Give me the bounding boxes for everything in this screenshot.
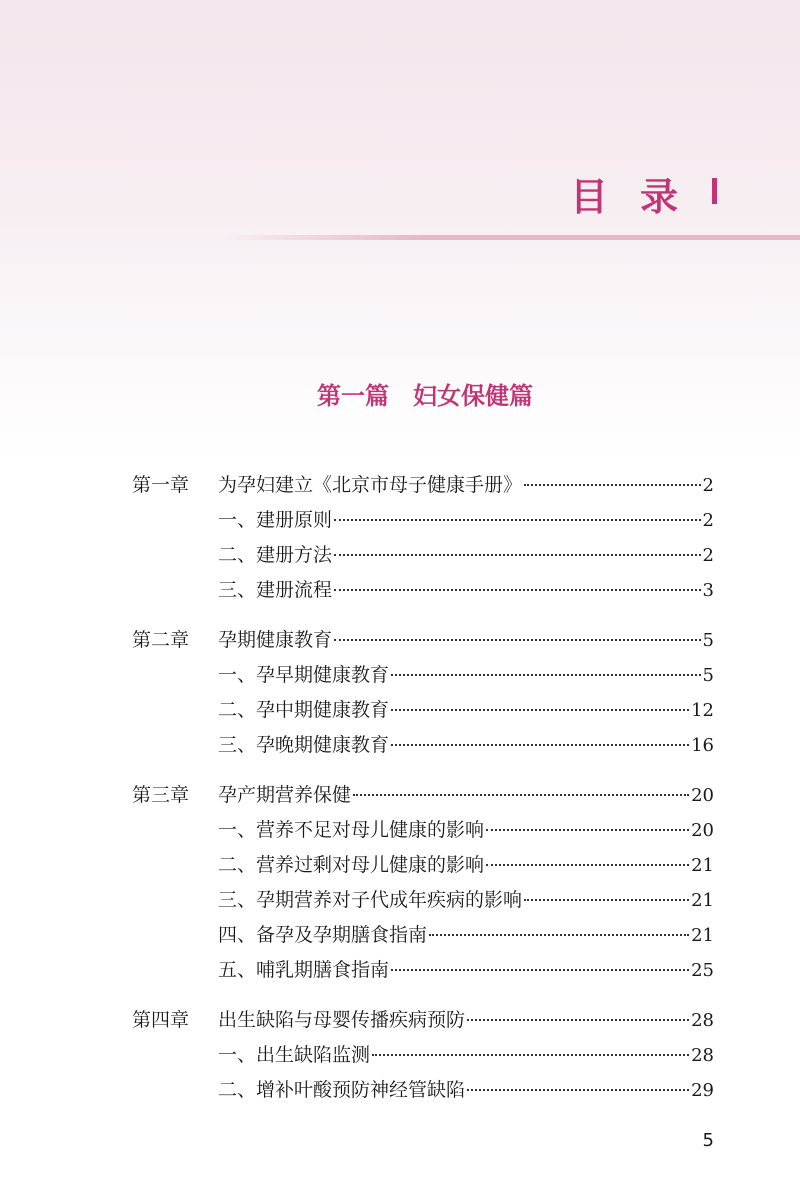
dot-leader <box>391 744 689 746</box>
page-number: 2 <box>702 475 714 496</box>
dot-leader <box>524 899 689 901</box>
page-number: 29 <box>691 1080 714 1101</box>
page-number: 2 <box>702 510 714 531</box>
section-title: 五、哺乳期膳食指南 <box>218 959 390 981</box>
chapter-title: 孕产期营养保健 <box>218 784 352 806</box>
section-title: 一、出生缺陷监测 <box>218 1044 371 1066</box>
dot-leader <box>524 484 701 486</box>
toc-entry-section[interactable] <box>132 1038 714 1073</box>
page-number: 20 <box>691 785 714 806</box>
toc-entry-section[interactable] <box>132 538 714 573</box>
section-title: 一、孕早期健康教育 <box>218 664 390 686</box>
dot-leader <box>391 709 689 711</box>
page-number: 28 <box>691 1010 714 1031</box>
toc-entry-section[interactable] <box>132 728 714 763</box>
section-title: 一、建册原则 <box>218 509 333 531</box>
page-number: 25 <box>691 960 714 981</box>
toc-entry-chapter[interactable] <box>132 468 714 503</box>
chapter-4 <box>132 1003 714 1108</box>
section-title: 一、营养不足对母儿健康的影响 <box>218 819 485 841</box>
toc-entry-section[interactable] <box>132 813 714 848</box>
chapter-1 <box>132 468 714 608</box>
page-number: 21 <box>691 925 714 946</box>
dot-leader <box>372 1054 689 1056</box>
section-title: 二、孕中期健康教育 <box>218 699 390 721</box>
toc-entry-section[interactable] <box>132 658 714 693</box>
section-title: 三、孕期营养对子代成年疾病的影响 <box>218 889 523 911</box>
table-of-contents <box>132 468 714 1123</box>
toc-entry-chapter[interactable] <box>132 778 714 813</box>
title-accent-bar <box>712 178 717 204</box>
dot-leader <box>334 554 701 556</box>
dot-leader <box>353 794 689 796</box>
chapter-title: 孕期健康教育 <box>218 629 333 651</box>
page-number: 21 <box>691 890 714 911</box>
dot-leader <box>486 829 689 831</box>
toc-entry-section[interactable] <box>132 573 714 608</box>
dot-leader <box>391 969 689 971</box>
chapter-2 <box>132 623 714 763</box>
page-number: 2 <box>702 545 714 566</box>
toc-title: 目录 <box>569 175 710 219</box>
page-number: 28 <box>691 1045 714 1066</box>
section-title: 二、增补叶酸预防神经管缺陷 <box>218 1079 466 1101</box>
toc-entry-chapter[interactable] <box>132 1003 714 1038</box>
dot-leader <box>334 639 701 641</box>
page-number: 21 <box>691 855 714 876</box>
toc-entry-section[interactable] <box>132 883 714 918</box>
chapter-number: 第四章 <box>132 1009 190 1031</box>
toc-entry-section[interactable] <box>132 1073 714 1108</box>
dot-leader <box>334 589 701 591</box>
section-title: 三、建册流程 <box>218 579 333 601</box>
section-title: 二、营养过剩对母儿健康的影响 <box>218 854 485 876</box>
toc-entry-section[interactable] <box>132 503 714 538</box>
dot-leader <box>334 519 701 521</box>
chapter-3 <box>132 778 714 988</box>
toc-entry-chapter[interactable] <box>132 623 714 658</box>
toc-entry-section[interactable] <box>132 918 714 953</box>
toc-entry-section[interactable] <box>132 953 714 988</box>
part-title: 第一篇 妇女保健篇 <box>317 382 533 410</box>
page-number: 5 <box>702 630 714 651</box>
page-number: 20 <box>691 820 714 841</box>
chapter-title: 出生缺陷与母婴传播疾病预防 <box>218 1009 466 1031</box>
dot-leader <box>486 864 689 866</box>
dot-leader <box>467 1019 689 1021</box>
dot-leader <box>467 1089 689 1091</box>
section-title: 二、建册方法 <box>218 544 333 566</box>
chapter-number: 第二章 <box>132 629 190 651</box>
page-number: 16 <box>691 735 714 756</box>
toc-entry-section[interactable] <box>132 693 714 728</box>
dot-leader <box>391 674 701 676</box>
title-underline-rule <box>220 235 800 240</box>
toc-entry-section[interactable] <box>132 848 714 883</box>
section-title: 三、孕晚期健康教育 <box>218 734 390 756</box>
section-title: 四、备孕及孕期膳食指南 <box>218 924 428 946</box>
page-number: 3 <box>702 580 714 601</box>
page-number: 12 <box>691 700 714 721</box>
chapter-title: 为孕妇建立《北京市母子健康手册》 <box>218 474 523 496</box>
dot-leader <box>429 934 689 936</box>
chapter-number: 第三章 <box>132 784 190 806</box>
chapter-number: 第一章 <box>132 474 190 496</box>
folio-page-number: 5 <box>702 1130 714 1151</box>
page-number: 5 <box>702 665 714 686</box>
